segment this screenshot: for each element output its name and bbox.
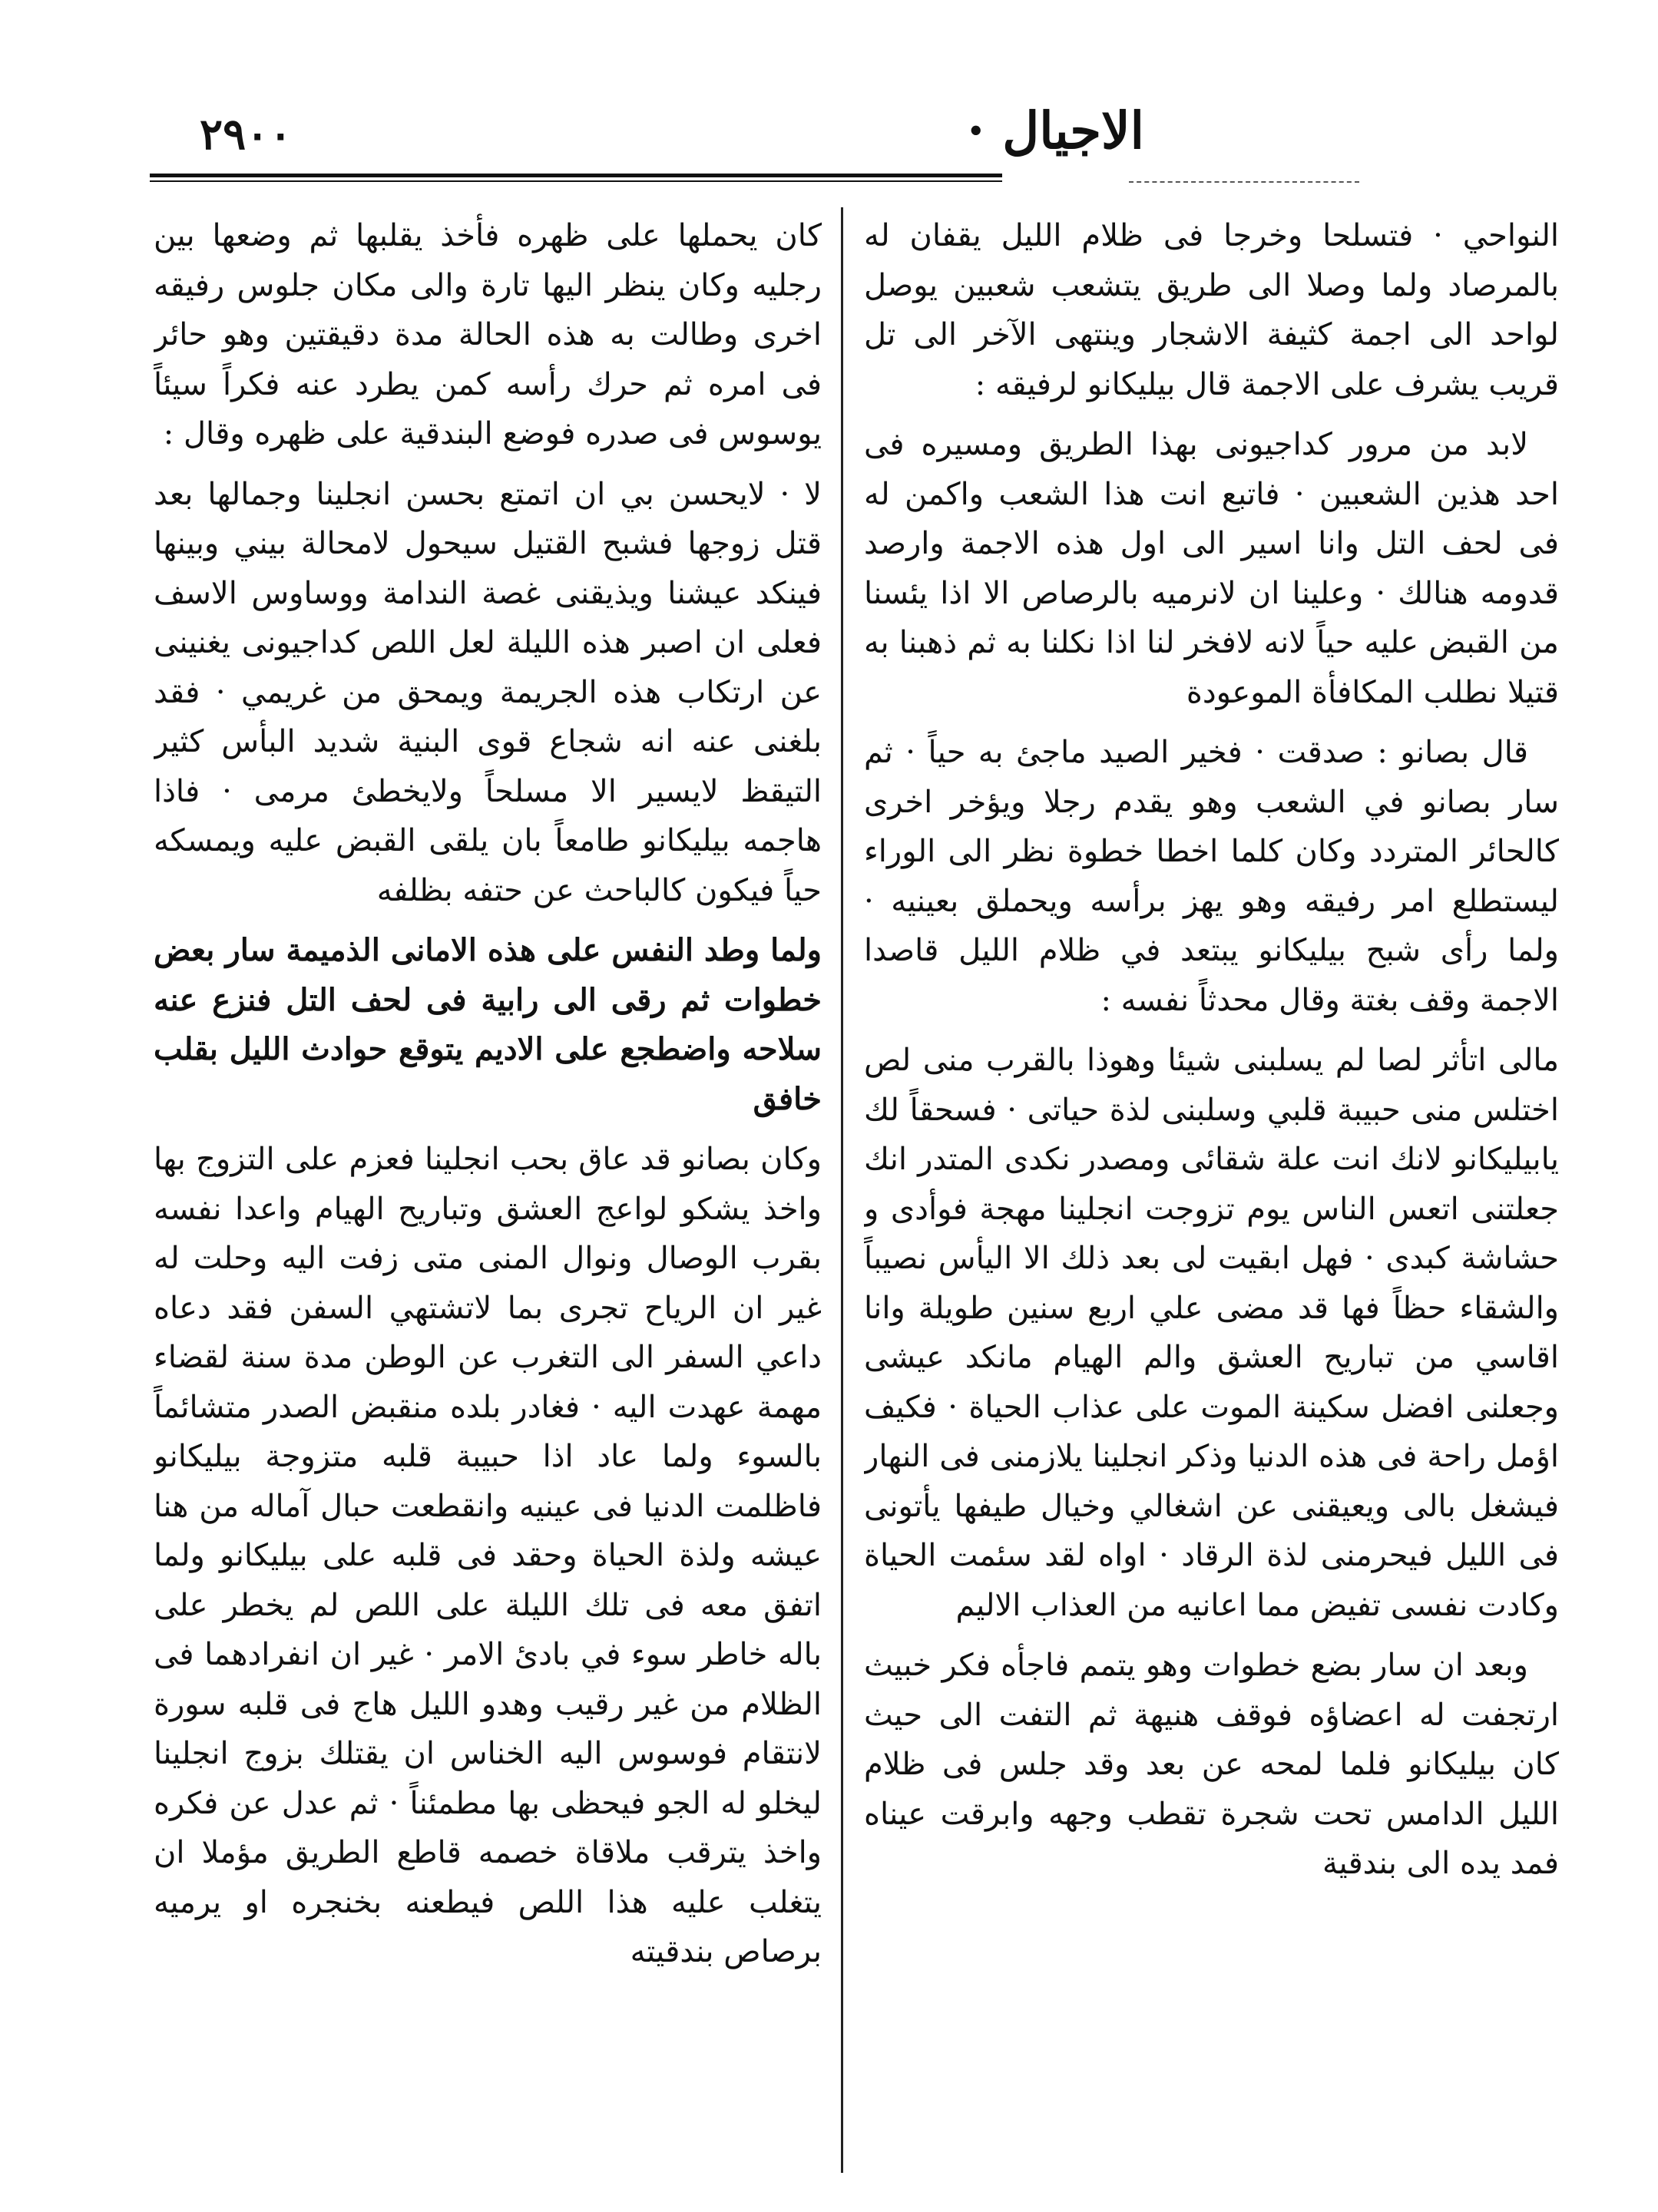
paragraph: كان يحملها على ظهره فأخذ يقلبها ثم وضعها بين رجليه وكان ينظر اليها تارة والى مكان جلوس رفيقه اخرى وطالت به هذه الحالة مدة دقيقتين وهو حائر فى امره ثم حرك رأسه كمن يطرد عنه فكراً سيئاً يوسوس فى صدره فوضع البندقية على ظهره وقال : — [154, 218, 822, 451]
paragraph: النواحي · فتسلحا وخرجا فى ظلام الليل يقفان له بالمرصاد ولما وصلا الى طريق يتشعب شعبين يوصل لواحد الى اجمة كثيفة الاشجار وينتهى الآخر الى تل قريب يشرف على الاجمة قال بيليكانو لرفيقه : — [864, 218, 1559, 402]
paragraph: وكان بصانو قد عاق بحب انجلينا فعزم على التزوج بها واخذ يشكو لواعج العشق وتباريح الهيام واعدا نفسه بقرب الوصال ونوال المنى متى زفت اليه وحلت له غير ان الرياح تجرى بما لاتشتهي السفن فقد دعاه داعي السفر الى التغرب عن الوطن مدة سنة لقضاء مهمة عهدت اليه · فغادر بلده منقبض الصدر متشائماً بالسوء ولما عاد اذا حبيبة قلبه متزوجة بيليكانو فاظلمت الدنيا فى عينيه وانقطعت حبال آماله من هنا عيشه ولذة الحياة وحقد فى قلبه على بيليكانو ولما اتفق معه فى تلك الليلة على اللص لم يخطر على باله خاطر سوء في بادئ الامر · غير ان انفرادهما فى الظلام من غير رقيب وهدو الليل هاج فى قلبه سورة لانتقام فوسوس اليه الخناس ان يقتلك بزوج انجلينا ليخلو له الجو فيحظى بها مطمئناً · ثم عدل عن فكره واخذ يترقب ملاقاة خصمه قاطع الطريق مؤملا ان يتغلب عليه هذا اللص فيطعنه بخنجره او يرميه برصاص بندقيته — [154, 1142, 822, 1969]
header-rule — [150, 174, 1002, 182]
paragraph: لا · لايحسن بي ان اتمتع بحسن انجلينا وجمالها بعد قتل زوجها فشبح القتيل سيحول لامحالة بيني وبينها فينكد عيشنا ويذيقنى غصة الندامة ووساوس الاسف فعلى ان اصبر هذه الليلة لعل اللص كداجيونى يغنينى عن ارتكاب هذه الجريمة ويمحق من غريمي · فقد بلغنى عنه انه شجاع قوى البنية شديد البأس كثير التيقظ لايسير الا مسلحاً ولايخطئ مرمى · فاذا هاجمه بيليكانو طامعاً بان يلقى القبض عليه ويمسكه حياً فيكون كالباحث عن حتفه بظلفه — [154, 476, 822, 908]
paragraph: قال بصانو : صدقت · فخير الصيد ماجئ به حياً · ثم سار بصانو في الشعب وهو يقدم رجلا ويؤخر اخرى كالحائر المتردد وكان كلما اخطا خطوة نظر الى الوراء ليستطلع امر رفيقه وهو يهز برأسه ويحملق بعينيه · ولما رأى شبح بيليكانو يبتعد في ظلام الليل قاصدا الاجمة وقف بغتة وقال محدثاً نفسه : — [864, 735, 1559, 1018]
paragraph: مالى اتأثر لصا لم يسلبنى شيئا وهوذا بالقرب منى لص اختلس منى حبيبة قلبي وسلبنى لذة حياتى · فسحقاً لك يابيليكانو لانك انت علة شقائى ومصدر نكدى المتدر انك جعلتنى اتعس الناس يوم تزوجت انجلينا مهجة فوأدى و حشاشة كبدى · فهل ابقيت لى بعد ذلك الا اليأس نصيباً والشقاء حظاً فها قد مضى علي اربع سنين طويلة وانا اقاسي من تباريح العشق والم الهيام مانكد عيشى وجعلنى افضل سكينة الموت على عذاب الحياة · فكيف اؤمل راحة فى هذه الدنيا وذكر انجلينا يلازمنى فى النهار فيشغل بالى ويعيقنى عن اشغالي وخيال طيفها يأتونى فى الليل فيحرمنى لذة الرقاد · اواه لقد سئمت الحياة وكادت نفسى تفيض مما اعانيه من العذاب الاليم — [864, 1043, 1559, 1623]
page-header — [154, 92, 1505, 177]
left-column — [154, 211, 822, 2177]
right-column — [864, 211, 1559, 2177]
paragraph: وبعد ان سار بضع خطوات وهو يتمم فاجأه فكر خبيث ارتجفت له اعضاؤه فوقف هنيهة ثم التفت الى حيث كان بيليكانو فلما لمحه عن بعد وقد جلس فى ظلام الليل الدامس تحت شجرة تقطب وجهه وابرقت عيناه فمد يده الى بندقية — [864, 1648, 1559, 1881]
column-divider — [841, 207, 843, 2173]
header-rule-dashed — [1129, 181, 1359, 183]
running-title: الاجيال · — [967, 101, 1144, 160]
paragraph: ولما وطد النفس على هذه الامانى الذميمة سار بعض خطوات ثم رقى الى رابية فى لحف التل فنزع عنه سلاحه واضطجع على الاديم يتوقع حوادث الليل بقلب خافق — [154, 932, 822, 1117]
page-number: ٢٩٠٠ — [200, 109, 293, 160]
paragraph: لابد من مرور كداجيونى بهذا الطريق ومسيره فى احد هذين الشعبين · فاتبع انت هذا الشعب واكمن له فى لحف التل وانا اسير الى اول هذه الاجمة وارصد قدومه هنالك · وعلينا ان لانرميه بالرصاص الا اذا يئسنا من القبض عليه حياً لانه لافخر لنا اذا نكلنا به ثم ذهبنا به قتيلا نطلب المكافأة الموعودة — [864, 427, 1559, 710]
